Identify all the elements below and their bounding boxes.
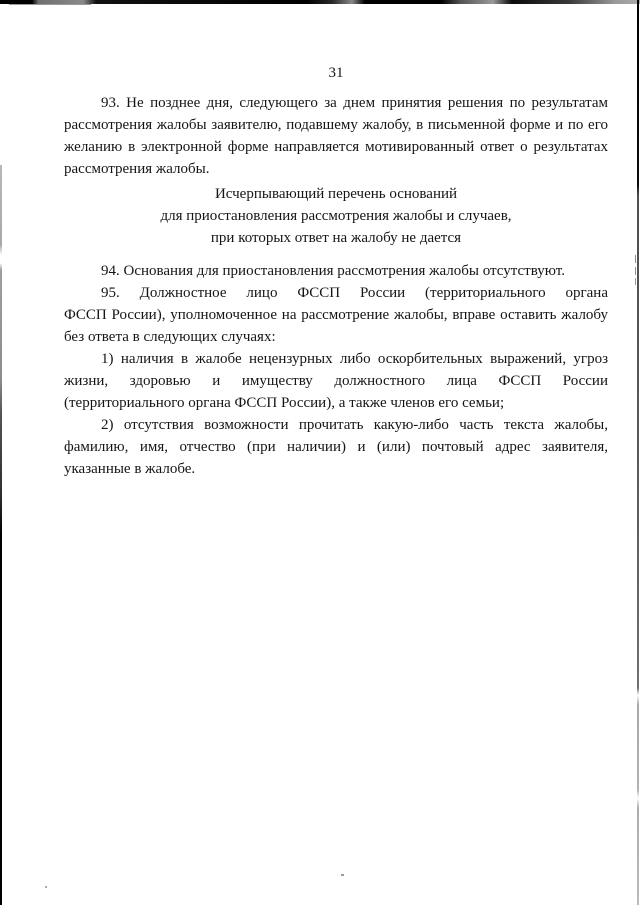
text-line: жизни, здоровью и имуществу должностного лица ФССП России	[64, 373, 608, 389]
paragraph-93	[64, 92, 608, 180]
paragraph-95	[64, 282, 608, 348]
section-heading	[64, 183, 608, 249]
scan-artifact-right-edge	[637, 0, 639, 905]
text-line: желанию в электронной форме направляется мотивированный ответ о результатах	[64, 139, 608, 155]
text-line: 94. Основания для приостановления рассмотрения жалобы отсутствуют.	[101, 263, 565, 279]
list-item-1	[64, 348, 608, 414]
text-line: 93. Не позднее дня, следующего за днем принятия решения по результатам	[101, 95, 608, 111]
text-line: (территориального органа ФССП России), а также членов его семьи;	[64, 395, 505, 411]
text-line: 2) отсутствия возможности прочитать какую-либо часть текста жалобы,	[101, 417, 608, 433]
page-number: 31	[328, 65, 344, 81]
text-line: 1) наличия в жалобе нецензурных либо оскорбительных выражений, угроз	[101, 351, 608, 367]
text-line: ФССП России), уполномоченное на рассмотрение жалобы, вправе оставить жалобу	[64, 307, 608, 323]
scan-artifact-speck	[45, 886, 47, 888]
scan-artifact-left-edge	[0, 165, 2, 905]
scan-artifact-right-dash	[635, 255, 636, 285]
paragraph-94	[64, 260, 608, 282]
text-line: рассмотрения жалобы.	[64, 161, 210, 177]
list-item-2	[64, 414, 608, 480]
page-content	[64, 0, 608, 480]
text-line: рассмотрения жалобы заявителю, подавшему жалобу, в письменной форме и по его	[64, 117, 608, 133]
heading-line: для приостановления рассмотрения жалобы и случаев,	[160, 208, 512, 224]
text-line: без ответа в следующих случаях:	[64, 329, 276, 345]
heading-line: Исчерпывающий перечень оснований	[214, 186, 458, 202]
text-line: фамилию, имя, отчество (при наличии) и (или) почтовый адрес заявителя,	[64, 439, 608, 455]
scan-artifact-speck	[341, 874, 344, 876]
text-line: указанные в жалобе.	[64, 461, 196, 477]
text-line: 95. Должностное лицо ФССП России (территориального органа	[101, 285, 608, 301]
heading-line: при которых ответ на жалобу не дается	[210, 230, 462, 246]
